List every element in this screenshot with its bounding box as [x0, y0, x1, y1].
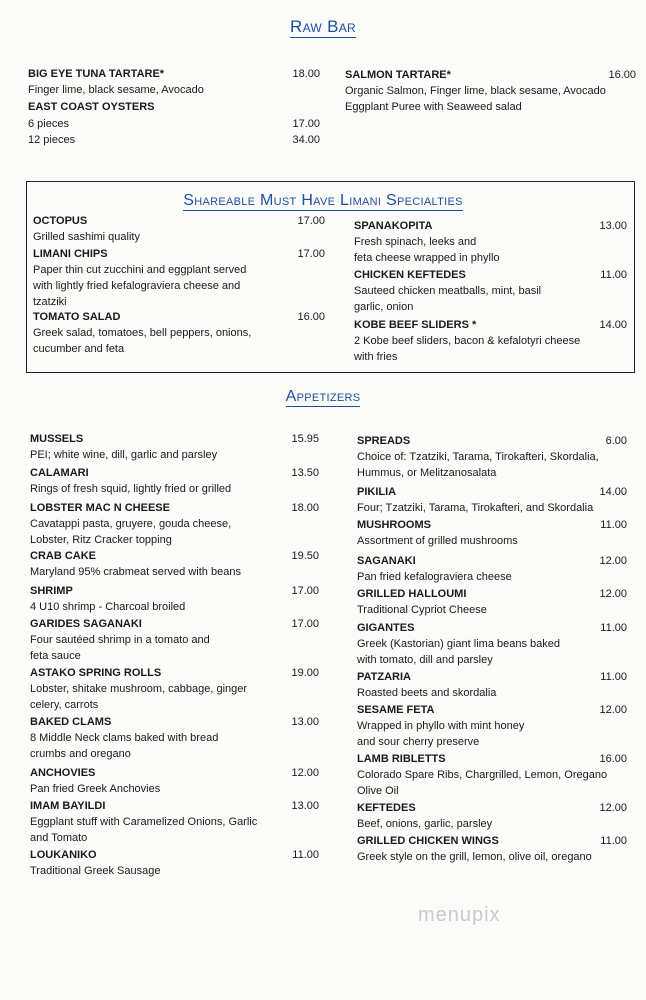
item-price: 11.00 [600, 622, 627, 634]
menu-item [357, 621, 560, 668]
item-name: SALMON TARTARE* [345, 69, 451, 81]
menu-item [357, 587, 487, 618]
item-description: feta sauce [30, 650, 81, 662]
menu-item [30, 549, 241, 580]
item-name: EAST COAST OYSTERS [28, 101, 155, 113]
item-name: SPANAKOPITA [354, 220, 433, 232]
item-price: 12.00 [291, 767, 319, 779]
item-price: 17.00 [297, 248, 325, 260]
menu-item [33, 247, 246, 310]
shareable-title: Shareable Must Have Limani Specialties [183, 192, 463, 209]
item-name: CHICKEN KEFTEDES [354, 269, 466, 281]
item-description: Finger lime, black sesame, Avocado [28, 84, 204, 96]
menu-item [357, 434, 599, 481]
item-name: SHRIMP [30, 585, 73, 597]
item-price: 16.00 [599, 753, 627, 765]
item-description: and Tomato [30, 832, 88, 844]
item-name: BIG EYE TUNA TARTARE* [28, 68, 165, 80]
item-price: 17.00 [291, 618, 319, 630]
item-price: 14.00 [599, 486, 627, 498]
item-description: Four sautéed shrimp in a tomato and [30, 634, 210, 646]
menu-item [354, 318, 580, 365]
item-description: Beef, onions, garlic, parsley [357, 818, 493, 830]
item-price: 6.00 [605, 435, 627, 447]
menu-item [357, 801, 492, 832]
item-price: 11.00 [600, 519, 627, 531]
item-price: 18.00 [292, 68, 320, 80]
item-description: garlic, onion [354, 301, 414, 313]
item-description: Pan fried kefalograviera cheese [357, 571, 512, 583]
item-price: 13.00 [291, 800, 319, 812]
menu-item [357, 834, 592, 865]
item-price: 16.00 [297, 311, 325, 323]
menu-item [28, 67, 204, 98]
item-name: MUSHROOMS [357, 519, 431, 531]
menu-item [354, 219, 500, 266]
item-description: Greek salad, tomatoes, bell peppers, onions, [33, 327, 252, 339]
item-name: PIKILIA [357, 486, 397, 498]
item-name: IMAM BAYILDI [30, 800, 106, 812]
item-description: Choice of: Tzatziki, Tarama, Tirokafteri, Skordalia, [357, 451, 599, 463]
menu-item [30, 766, 160, 797]
item-name: LOUKANIKO [30, 849, 97, 861]
item-price: 12.00 [599, 555, 627, 567]
item-name: GIGANTES [357, 622, 415, 634]
item-name: PATZARIA [357, 671, 411, 683]
item-price: 19.00 [291, 667, 319, 679]
menu-item [345, 68, 606, 115]
item-name: OCTOPUS [33, 215, 88, 227]
item-price: 15.95 [291, 433, 319, 445]
item-description: Assortment of grilled mushrooms [357, 535, 518, 547]
menu-item [30, 432, 217, 463]
item-description: Paper thin cut zucchini and eggplant served [33, 264, 247, 276]
item-name: KEFTEDES [357, 802, 416, 814]
item-price: 17.00 [291, 585, 319, 597]
item-description: Fresh spinach, leeks and [354, 236, 477, 248]
item-price: 11.00 [600, 269, 627, 281]
item-price: 14.00 [599, 319, 627, 331]
item-name: 6 pieces [28, 118, 69, 130]
item-name: TOMATO SALAD [33, 311, 121, 323]
item-description: crumbs and oregano [30, 748, 131, 760]
item-description: Pan fried Greek Anchovies [30, 783, 161, 795]
item-price: 12.00 [599, 588, 627, 600]
item-description: Sauteed chicken meatballs, mint, basil [354, 285, 542, 297]
item-description: with fries [354, 351, 398, 363]
item-price: 34.00 [292, 134, 320, 146]
item-name: BAKED CLAMS [30, 716, 112, 728]
item-description: Eggplant Puree with Seaweed salad [345, 101, 522, 113]
item-description: 4 U10 shrimp - Charcoal broiled [30, 601, 186, 613]
item-price: 12.00 [599, 802, 627, 814]
menu-item [30, 466, 231, 497]
item-description: celery, carrots [30, 699, 99, 711]
item-description: Olive Oil [357, 785, 399, 797]
item-description: Eggplant stuff with Caramelized Onions, Garlic [30, 816, 258, 828]
menu-item [30, 666, 247, 713]
item-description: Traditional Greek Sausage [30, 865, 161, 877]
item-name: SPREADS [357, 435, 411, 447]
item-description: Roasted beets and skordalia [357, 687, 497, 699]
item-description: Greek (Kastorian) giant lima beans baked [357, 638, 560, 650]
menu-item [28, 133, 75, 148]
item-name: ANCHOVIES [30, 767, 96, 779]
item-price: 11.00 [600, 835, 627, 847]
menu-item [33, 214, 140, 245]
item-description: Colorado Spare Ribs, Chargrilled, Lemon, Oregano [357, 769, 608, 781]
item-price: 17.00 [297, 215, 325, 227]
item-name: SESAME FETA [357, 704, 435, 716]
item-description: Lobster, shitake mushroom, cabbage, ginger [30, 683, 248, 695]
menu-item [357, 554, 512, 585]
item-description: Greek style on the grill, lemon, olive oil, oregano [357, 851, 592, 863]
raw-bar-title: Raw Bar [290, 17, 356, 36]
item-price: 19.50 [291, 550, 319, 562]
item-name: 12 pieces [28, 134, 76, 146]
item-name: GRILLED HALLOUMI [357, 588, 467, 600]
menu-item [357, 752, 607, 799]
menu-item [30, 617, 210, 664]
item-description: Traditional Cypriot Cheese [357, 604, 487, 616]
item-description: Lobster, Ritz Cracker topping [30, 534, 172, 546]
item-name: GRILLED CHICKEN WINGS [357, 835, 499, 847]
item-description: Grilled sashimi quality [33, 231, 140, 243]
item-description: cucumber and feta [33, 343, 125, 355]
item-description: Hummus, or Melitzanosalata [357, 467, 497, 479]
menu-item [357, 485, 593, 516]
item-price: 11.00 [292, 849, 319, 861]
item-description: feta cheese wrapped in phyllo [354, 252, 500, 264]
item-name: ASTAKO SPRING ROLLS [30, 667, 162, 679]
menupix-watermark: menupix [418, 904, 501, 926]
item-name: KOBE BEEF SLIDERS * [354, 319, 477, 331]
item-price: 17.00 [292, 118, 320, 130]
item-description: Maryland 95% crabmeat served with beans [30, 566, 241, 578]
menu-item [30, 501, 231, 548]
item-description: PEI; white wine, dill, garlic and parsley [30, 449, 218, 461]
menu-item [30, 715, 218, 762]
item-description: Cavatappi pasta, gruyere, gouda cheese, [30, 518, 232, 530]
item-price: 13.00 [291, 716, 319, 728]
item-description: tzatziki [33, 296, 67, 308]
menu-item [357, 703, 524, 750]
item-price: 13.00 [599, 220, 627, 232]
item-description: and sour cherry preserve [357, 736, 480, 748]
menu-item [28, 117, 69, 132]
item-description: Rings of fresh squid, lightly fried or grilled [30, 483, 232, 495]
item-price: 12.00 [599, 704, 627, 716]
menu-item [357, 670, 496, 701]
menu-item [30, 584, 185, 615]
item-name: CRAB CAKE [30, 550, 96, 562]
item-name: SAGANAKI [357, 555, 416, 567]
item-description: Organic Salmon, Finger lime, black sesame, Avocado [345, 85, 606, 97]
menu-item [354, 268, 541, 315]
item-description: with tomato, dill and parsley [357, 654, 493, 666]
item-price: 16.00 [608, 69, 636, 81]
item-name: LAMB RIBLETTS [357, 753, 446, 765]
menu-item [30, 848, 160, 879]
item-name: GARIDES SAGANAKI [30, 618, 142, 630]
item-price: 11.00 [600, 671, 627, 683]
menu-item [28, 100, 155, 115]
item-name: LIMANI CHIPS [33, 248, 108, 260]
menu-item [357, 518, 518, 549]
item-price: 18.00 [291, 502, 319, 514]
item-description: Wrapped in phyllo with mint honey [357, 720, 525, 732]
item-description: 8 Middle Neck clams baked with bread [30, 732, 219, 744]
item-name: LOBSTER MAC N CHEESE [30, 502, 170, 514]
menu-item [30, 799, 257, 846]
item-description: with lightly fried kefalograviera cheese and [33, 280, 241, 292]
menu-item [33, 310, 251, 357]
item-name: MUSSELS [30, 433, 84, 445]
appetizers-title: Appetizers [285, 388, 361, 405]
item-description: Four; Tzatziki, Tarama, Tirokafteri, and Skordalia [357, 502, 594, 514]
item-price: 13.50 [291, 467, 319, 479]
item-name: CALAMARI [30, 467, 89, 479]
item-description: 2 Kobe beef sliders, bacon & kefalotyri cheese [354, 335, 581, 347]
